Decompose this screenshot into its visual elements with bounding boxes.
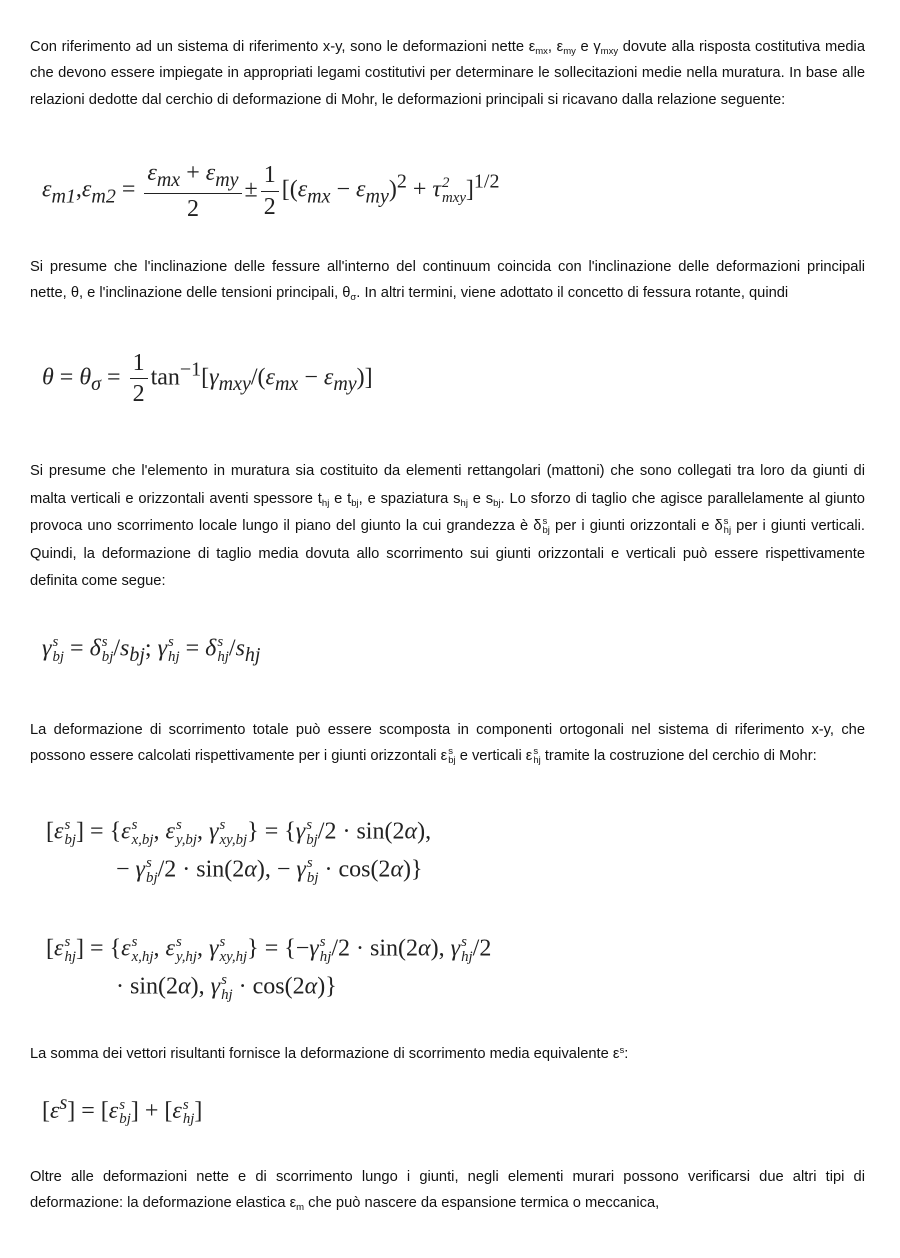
math-symbol: α	[244, 856, 257, 883]
text-run: e s	[467, 490, 494, 507]
math-symbol: s	[235, 635, 245, 662]
subscript: bj	[542, 525, 550, 537]
superscript: s	[461, 934, 467, 950]
subsup	[448, 747, 455, 766]
math-text: /2 · sin(2	[331, 935, 418, 962]
superscript: s	[175, 817, 182, 833]
paragraph	[30, 1041, 865, 1067]
math-text: /2 · sin(2	[157, 856, 245, 883]
math-symbol: γ	[209, 935, 219, 962]
subsup	[461, 935, 473, 965]
math-text: )}	[403, 856, 423, 883]
math-text: ] = {	[76, 935, 122, 962]
text-run: , ε	[547, 39, 564, 55]
math-text: ,	[75, 176, 82, 203]
math-symbol: α	[404, 818, 418, 845]
math-symbol: θ	[79, 364, 92, 391]
math-text: /	[228, 635, 236, 662]
subsup	[307, 856, 319, 886]
subsup	[132, 935, 154, 965]
equation-line	[46, 818, 431, 856]
fraction	[144, 160, 241, 222]
numerator	[130, 350, 148, 379]
superscript: s	[306, 817, 313, 833]
text-run: tramite la costruzione del cerchio di Mohr:	[540, 748, 817, 765]
math-symbol: α	[304, 973, 318, 1000]
math-text: )	[388, 176, 397, 203]
paragraph	[30, 1164, 865, 1217]
math-text: =	[115, 176, 142, 203]
subsup	[146, 856, 158, 886]
subscript: hj	[64, 948, 77, 965]
math-text: =	[179, 635, 206, 662]
text-run: Si presume che l'inclinazione delle fessure all'interno del continuum coincida con l'inclinazione delle deformazioni principali nette, θ, e l'inclinazione delle tensioni principali, θ	[30, 259, 865, 302]
math-symbol: ε	[54, 818, 64, 845]
text-run: . In altri termini, viene adottato il concetto di fessura rotante, quindi	[356, 285, 789, 302]
denominator	[187, 194, 199, 222]
math-text: −	[116, 856, 136, 883]
subsup	[176, 818, 197, 848]
text-run: . Lo sforzo di taglio che agisce parallelamente al giunto provoca uno scorrimento locale lungo il piano del giunto la cui grandezza è δ	[30, 490, 865, 534]
subscript: hj	[319, 948, 332, 965]
subsup	[176, 935, 197, 965]
text-run: Con riferimento ad un sistema di riferimento x-y, sono le deformazioni nette ε	[30, 39, 536, 55]
math-symbol: ε	[121, 818, 131, 845]
math-symbol: ε	[265, 364, 275, 391]
text-run: e γ	[575, 39, 601, 55]
subscript: hj	[217, 648, 229, 665]
math-symbol: θ	[42, 364, 54, 391]
math-symbol: ε	[323, 364, 334, 391]
subsup	[168, 635, 180, 665]
subsup	[217, 635, 229, 665]
superscript: s	[146, 855, 152, 871]
math-symbol: τ	[432, 176, 441, 203]
math-symbol: ε	[54, 935, 64, 962]
subsup	[183, 1098, 195, 1128]
subsup	[442, 176, 466, 206]
subsup	[132, 818, 154, 848]
subsup	[724, 517, 731, 536]
math-text: −	[330, 176, 357, 203]
subscript: mx	[307, 185, 331, 208]
text-run: Si presume che l'elemento in muratura sia costituito da elementi rettangolari (mattoni) che sono collegati tra loro da giunti di malta verticali e orizzontali aventi spessore t	[30, 463, 865, 507]
equation-line	[42, 160, 499, 230]
equation	[46, 935, 491, 1011]
math-text: ±	[244, 176, 258, 203]
math-text: /(	[250, 364, 266, 391]
subsup	[320, 935, 332, 965]
fraction	[261, 162, 279, 220]
math-text: /2	[472, 935, 492, 962]
subscript: mxy	[218, 373, 251, 396]
math-text: )}	[317, 973, 337, 1000]
math-symbol: ε	[42, 176, 52, 203]
math-symbol: ε	[147, 160, 157, 186]
paragraph	[30, 458, 865, 596]
subsup	[119, 1098, 131, 1128]
math-symbol: γ	[42, 635, 52, 662]
text-run: :	[624, 1046, 629, 1062]
math-text: 2	[132, 381, 145, 408]
equation-line	[46, 856, 431, 894]
math-symbol: ε	[50, 1098, 60, 1124]
superscript: 2	[441, 175, 450, 192]
subscript: σ	[350, 292, 357, 304]
superscript: s	[131, 817, 138, 833]
numerator	[144, 160, 241, 194]
text-run: che può nascere da espansione termica o meccanica,	[304, 1195, 660, 1212]
subscript: bj	[119, 1111, 131, 1128]
denominator	[264, 192, 276, 220]
math-symbol: δ	[205, 635, 217, 662]
subsup	[52, 635, 64, 665]
text-run: dovute alla risposta costitutiva media che devono essere impiegate in appropriati legami costitutivi per determinare le sollecitazioni medie nella muratura. In base alle relazioni dedotte dal cerchio di deformazione di Mohr, le deformazioni principali si ricavano dalla relazione seguente:	[30, 39, 865, 108]
subscript: my	[563, 46, 576, 57]
subscript: σ	[91, 373, 102, 396]
math-symbol: δ	[89, 635, 101, 662]
superscript: s	[182, 1096, 189, 1113]
subscript: mx	[535, 46, 548, 57]
math-symbol: γ	[209, 364, 219, 391]
math-symbol: s	[120, 635, 130, 662]
math-text: ] + [	[130, 1098, 173, 1124]
math-symbol: γ	[157, 635, 168, 662]
superscript: s	[168, 634, 174, 650]
subsup	[102, 635, 114, 665]
subscript: m2	[91, 185, 116, 208]
equation-line	[42, 635, 260, 673]
math-text: tan	[150, 364, 180, 391]
equation-line	[46, 935, 491, 973]
math-text: ),	[417, 818, 432, 845]
math-text: } = {	[247, 818, 296, 845]
subscript: bj	[101, 648, 114, 665]
text-run: La somma dei vettori risultanti fornisce la deformazione di scorrimento media equivalente ε	[30, 1046, 620, 1062]
math-text: [	[42, 1098, 50, 1124]
math-text: [	[46, 818, 54, 845]
math-text: −	[298, 364, 324, 391]
math-text: [	[46, 935, 54, 962]
superscript: s	[52, 634, 59, 650]
math-text: ),	[430, 935, 451, 962]
math-symbol: ε	[121, 935, 131, 962]
math-symbol: α	[390, 856, 404, 883]
superscript: s	[306, 855, 313, 871]
superscript: −1	[179, 358, 202, 381]
math-text: /	[113, 635, 120, 662]
math-text: 1	[263, 162, 276, 189]
math-text: ] = [	[67, 1098, 109, 1124]
equation-line	[46, 973, 491, 1011]
math-text: ;	[144, 635, 158, 662]
math-symbol: ε	[81, 176, 92, 203]
superscript: s	[723, 515, 729, 527]
math-symbol: α	[418, 935, 431, 962]
math-text: [(	[281, 176, 298, 203]
subsup	[306, 818, 318, 848]
equation-line	[42, 350, 373, 420]
math-symbol: ε	[297, 176, 308, 203]
equation	[42, 635, 260, 673]
superscript: s	[448, 745, 453, 757]
paragraph	[30, 34, 865, 113]
math-text: 2	[186, 195, 199, 222]
subsup	[543, 517, 550, 536]
subscript: hj	[244, 644, 261, 667]
subscript: hj	[461, 948, 473, 965]
text-run: La deformazione di scorrimento totale può essere scomposta in componenti ortogonali nel sistema di riferimento x-y, che possono essere calcolati rispettivamente per i giunti orizzontali ε	[30, 722, 865, 765]
subscript: hj	[321, 497, 330, 509]
superscript: s	[533, 745, 539, 757]
superscript: 2	[396, 170, 407, 193]
subscript: x,bj	[131, 831, 154, 848]
paragraph	[30, 254, 865, 307]
math-text: ]	[194, 1098, 203, 1124]
superscript: s	[64, 817, 71, 833]
math-text: 1	[132, 350, 145, 376]
subscript: xy,bj	[219, 831, 248, 848]
math-text: ,	[153, 818, 166, 845]
superscript: s	[59, 1092, 68, 1114]
math-text: ] = {	[76, 818, 122, 845]
math-symbol: γ	[135, 856, 146, 883]
subscript: bj	[64, 831, 77, 848]
subscript: bj	[306, 869, 319, 886]
text-run: Oltre alle deformazioni nette e di scorrimento lungo i giunti, negli elementi murari possono verificarsi due altri tipi di deformazione: la deformazione elastica ε	[30, 1169, 865, 1212]
text-run: per i giunti verticali. Quindi, la deformazione di taglio media dovuta allo scorrimento sui giunti orizzontali e verticali può essere rispettivamente definita come segue:	[30, 518, 865, 589]
subscript: mxy	[441, 190, 466, 207]
equation	[42, 350, 373, 420]
math-text: /2 · sin(2	[317, 818, 405, 845]
subscript: x,hj	[131, 948, 154, 965]
subsup	[64, 935, 76, 965]
subscript: mx	[156, 168, 181, 191]
subscript: my	[333, 373, 357, 396]
subscript: hj	[533, 755, 541, 767]
subscript: hj	[460, 497, 468, 509]
subscript: my	[215, 168, 239, 191]
math-text: +	[406, 176, 433, 203]
superscript: s	[319, 934, 326, 950]
equation	[42, 160, 499, 230]
math-text: } = {−	[247, 935, 310, 962]
subsup	[219, 818, 247, 848]
equation	[42, 1092, 202, 1130]
math-symbol: γ	[296, 856, 306, 883]
math-text: +	[180, 160, 206, 186]
numerator	[261, 162, 279, 191]
math-text: 2	[263, 193, 276, 220]
subscript: bj	[493, 497, 501, 509]
superscript: s	[217, 634, 224, 650]
subsup	[219, 935, 247, 965]
subscript: bj	[146, 869, 158, 886]
subscript: y,bj	[175, 831, 198, 848]
math-text: =	[101, 364, 127, 391]
math-symbol: γ	[209, 818, 219, 845]
subscript: my	[365, 185, 389, 208]
math-text: ),	[190, 973, 211, 1000]
subscript: hj	[168, 648, 180, 665]
subscript: bj	[351, 497, 359, 509]
math-text: · cos(2	[318, 856, 391, 883]
superscript: s	[131, 934, 138, 950]
math-text: [	[201, 364, 210, 391]
paragraph	[30, 717, 865, 770]
math-symbol: γ	[309, 935, 319, 962]
math-symbol: ε	[165, 935, 175, 962]
math-text: ,	[153, 935, 166, 962]
superscript: 1/2	[473, 170, 500, 193]
math-text: ]	[465, 176, 474, 203]
subscript: y,hj	[175, 948, 198, 965]
subscript: bj	[306, 831, 318, 848]
math-symbol: ε	[172, 1098, 182, 1124]
fraction	[130, 350, 148, 408]
subscript: m	[296, 1202, 305, 1214]
math-symbol: γ	[450, 935, 461, 962]
math-text: · sin(2	[116, 973, 178, 1000]
subscript: hj	[182, 1111, 195, 1128]
superscript: s	[219, 934, 226, 950]
math-text: ,	[197, 935, 210, 962]
subscript: bj	[129, 644, 145, 667]
math-symbol: α	[178, 973, 191, 1000]
subscript: m1	[51, 185, 76, 208]
superscript: s	[221, 972, 227, 988]
text-run: , e spaziatura s	[358, 490, 461, 507]
math-symbol: ε	[165, 818, 175, 845]
math-symbol: ε	[108, 1098, 119, 1124]
math-text: ,	[197, 818, 210, 845]
subsup	[221, 973, 233, 1003]
text-run: e verticali ε	[455, 748, 533, 765]
subsup	[64, 818, 76, 848]
subscript: bj	[52, 648, 65, 665]
text-run: per i giunti orizzontali e δ	[549, 518, 723, 534]
math-symbol: γ	[210, 973, 221, 1000]
math-text: ), −	[256, 856, 297, 883]
math-symbol: γ	[295, 818, 306, 845]
equation-line	[42, 1092, 202, 1130]
subscript: hj	[221, 986, 233, 1003]
denominator	[133, 379, 145, 407]
text-run: e t	[329, 490, 352, 507]
subscript: bj	[448, 755, 456, 767]
superscript: s	[619, 1045, 625, 1056]
subscript: xy,hj	[219, 948, 248, 965]
equation	[46, 818, 431, 894]
superscript: s	[219, 817, 226, 833]
math-text: =	[64, 635, 90, 662]
math-symbol: ε	[356, 176, 366, 203]
subsup	[533, 747, 540, 766]
subscript: mxy	[600, 46, 619, 57]
superscript: s	[175, 934, 182, 950]
math-text: · cos(2	[232, 973, 305, 1000]
subscript: mx	[274, 373, 299, 396]
superscript: s	[64, 934, 71, 950]
superscript: s	[119, 1096, 126, 1113]
superscript: s	[101, 634, 108, 650]
math-text: )]	[356, 364, 373, 391]
superscript: s	[542, 515, 548, 527]
math-text: =	[53, 364, 80, 391]
math-symbol: ε	[205, 160, 216, 186]
subscript: hj	[723, 525, 732, 537]
